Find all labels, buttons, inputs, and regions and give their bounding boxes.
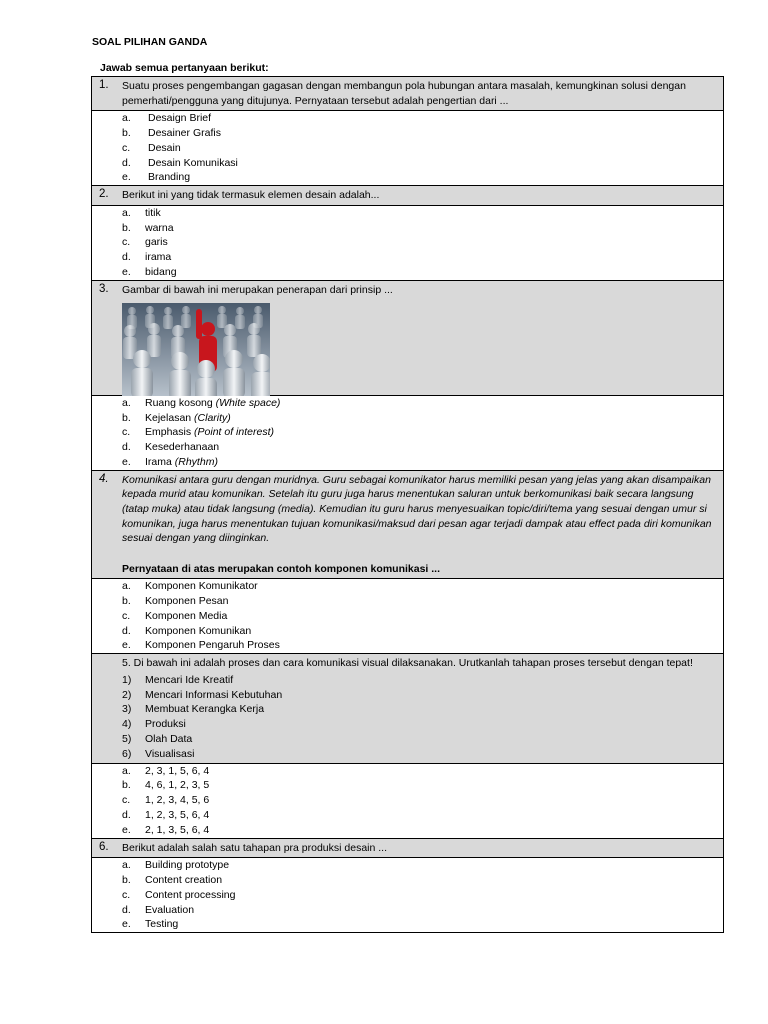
step-text: Membuat Kerangka Kerja bbox=[145, 703, 265, 716]
question-text: Berikut adalah salah satu tahapan pra produksi desain ... bbox=[122, 841, 388, 854]
option-letter: e. bbox=[122, 455, 131, 468]
option-letter: e. bbox=[122, 918, 131, 931]
question-number: 3. bbox=[99, 282, 109, 295]
crowd-figures-image bbox=[122, 303, 270, 397]
option-letter: b. bbox=[122, 779, 131, 792]
option-text: Emphasis bbox=[145, 426, 192, 439]
option-text: warna bbox=[145, 221, 174, 234]
option-c bbox=[122, 793, 723, 808]
option-text: Komponen Komunikator bbox=[145, 580, 258, 593]
question-text: Komunikasi antara guru dengan muridnya. Guru sebagai komunikator harus memiliki pesan yang jelas yang akan disampaikan kepada murid atau komunikan. Setelah itu guru juga harus menentukan saluran untuk berkomunikasi baik secara langsung (tatap muka) atau tidak langsung (media). Kemudian itu guru harus menyesuaikan topic/diri/tema yang sesuai dengan umur si komunikan, juga harus menentukan tujuan komunikasi/maksud dari pesan agar terjadi dampak atau effect pada diri komunikan sesuai dengan yang diinginkan. bbox=[122, 473, 712, 545]
option-italic: (White space) bbox=[215, 396, 281, 409]
option-letter: d. bbox=[122, 624, 131, 637]
question-6 bbox=[92, 839, 723, 859]
option-letter: d. bbox=[122, 441, 131, 454]
step-text: Visualisasi bbox=[145, 747, 195, 760]
step-item bbox=[122, 673, 723, 688]
step-text: Mencari Ide Kreatif bbox=[145, 673, 234, 686]
option-letter: d. bbox=[122, 156, 131, 169]
options-2 bbox=[92, 206, 723, 281]
option-letter: a. bbox=[122, 206, 131, 219]
option-text: 1, 2, 3, 5, 6, 4 bbox=[145, 809, 210, 822]
option-text: Building prototype bbox=[145, 859, 230, 872]
option-italic: (Point of interest) bbox=[194, 426, 274, 439]
option-text: bidang bbox=[145, 265, 177, 278]
option-letter: b. bbox=[122, 221, 131, 234]
option-text: Testing bbox=[145, 918, 179, 931]
option-text: 4, 6, 1, 2, 3, 5 bbox=[145, 779, 210, 792]
question-number: 6. bbox=[99, 840, 109, 853]
option-e bbox=[122, 265, 723, 280]
option-letter: a. bbox=[122, 112, 131, 125]
option-letter: a. bbox=[122, 396, 131, 409]
question-prompt: Pernyataan di atas merupakan contoh komponen komunikasi ... bbox=[122, 562, 440, 575]
option-letter: b. bbox=[122, 126, 131, 139]
question-text: 5. Di bawah ini adalah proses dan cara komunikasi visual dilaksanakan. Urutkanlah tahapan proses tersebut dengan tepat! bbox=[122, 657, 693, 670]
option-text: 2, 1, 3, 5, 6, 4 bbox=[145, 823, 210, 836]
option-text: Desaign Brief bbox=[148, 112, 212, 125]
step-text: Olah Data bbox=[145, 733, 193, 746]
option-text: Komponen Media bbox=[145, 609, 228, 622]
option-c bbox=[122, 141, 723, 156]
option-text: Irama bbox=[145, 455, 172, 468]
question-5 bbox=[92, 654, 723, 763]
option-text: Komponen Pesan bbox=[145, 595, 229, 608]
option-d bbox=[122, 250, 723, 265]
option-text: Evaluation bbox=[145, 903, 195, 916]
option-e bbox=[122, 823, 723, 838]
option-letter: c. bbox=[122, 609, 131, 622]
options-5 bbox=[92, 764, 723, 839]
option-italic: (Clarity) bbox=[194, 411, 231, 424]
option-text: garis bbox=[145, 236, 168, 249]
options-3 bbox=[92, 396, 723, 471]
step-text: Produksi bbox=[145, 718, 186, 731]
option-letter: b. bbox=[122, 595, 131, 608]
question-number: 1. bbox=[99, 79, 109, 91]
step-number: 6) bbox=[122, 747, 132, 760]
step-list bbox=[92, 673, 723, 763]
option-a bbox=[122, 206, 723, 221]
document-title: SOAL PILIHAN GANDA bbox=[92, 36, 208, 48]
option-a bbox=[122, 396, 723, 411]
option-letter: c. bbox=[122, 141, 131, 154]
option-letter: b. bbox=[122, 874, 131, 887]
option-e bbox=[122, 170, 723, 185]
options-6 bbox=[92, 858, 723, 932]
option-text: Komponen Pengaruh Proses bbox=[145, 639, 280, 652]
question-2 bbox=[92, 186, 723, 206]
step-item bbox=[122, 747, 723, 762]
step-number: 1) bbox=[122, 673, 132, 686]
instruction: Jawab semua pertanyaan berikut: bbox=[100, 62, 269, 74]
option-letter: c. bbox=[122, 888, 131, 901]
question-table bbox=[91, 76, 724, 933]
option-text: Desainer Grafis bbox=[148, 126, 221, 139]
question-number: 4. bbox=[99, 472, 109, 485]
option-d bbox=[122, 624, 723, 639]
option-letter: a. bbox=[122, 580, 131, 593]
step-item bbox=[122, 732, 723, 747]
option-d bbox=[122, 808, 723, 823]
option-a bbox=[122, 764, 723, 779]
option-letter: b. bbox=[122, 411, 131, 424]
option-text: titik bbox=[145, 206, 161, 219]
option-e bbox=[122, 917, 723, 932]
question-4 bbox=[92, 471, 723, 580]
option-text: irama bbox=[145, 251, 172, 264]
option-d bbox=[122, 440, 723, 455]
option-text: Komponen Komunikan bbox=[145, 624, 252, 637]
option-letter: d. bbox=[122, 809, 131, 822]
options-4 bbox=[92, 579, 723, 654]
option-c bbox=[122, 609, 723, 624]
option-b bbox=[122, 221, 723, 236]
option-text: Content processing bbox=[145, 888, 236, 901]
option-letter: d. bbox=[122, 903, 131, 916]
option-c bbox=[122, 888, 723, 903]
option-b bbox=[122, 411, 723, 426]
step-item bbox=[122, 702, 723, 717]
option-letter: e. bbox=[122, 171, 131, 184]
question-text: Suatu proses pengembangan gagasan dengan membangun pola hubungan antara masalah, kemungkinan solusi dengan pemerhati/pengguna yang ditujunya. Pernyataan tersebut adalah pengertian dari ... bbox=[122, 80, 686, 107]
option-letter: e. bbox=[122, 265, 131, 278]
step-text: Mencari Informasi Kebutuhan bbox=[145, 688, 283, 701]
question-3 bbox=[92, 281, 723, 396]
step-number: 2) bbox=[122, 688, 132, 701]
step-item bbox=[122, 717, 723, 732]
option-text: Ruang kosong bbox=[145, 396, 213, 409]
option-c bbox=[122, 425, 723, 440]
option-text: Desain Komunikasi bbox=[148, 156, 238, 169]
option-b bbox=[122, 778, 723, 793]
option-a bbox=[122, 858, 723, 873]
option-letter: e. bbox=[122, 823, 131, 836]
option-letter: c. bbox=[122, 426, 131, 439]
options-1 bbox=[92, 111, 723, 186]
option-text: Desain bbox=[148, 141, 181, 154]
question-number: 2. bbox=[99, 188, 109, 201]
option-text: Kesederhanaan bbox=[145, 441, 220, 454]
option-d bbox=[122, 903, 723, 918]
option-text: Content creation bbox=[145, 874, 223, 887]
option-text: Kejelasan bbox=[145, 411, 192, 424]
question-text: Gambar di bawah ini merupakan penerapan dari prinsip ... bbox=[122, 283, 393, 296]
option-b bbox=[122, 594, 723, 609]
step-number: 4) bbox=[122, 718, 132, 731]
option-letter: c. bbox=[122, 236, 131, 249]
option-text: Branding bbox=[148, 171, 191, 184]
step-item bbox=[122, 688, 723, 703]
option-text: 1, 2, 3, 4, 5, 6 bbox=[145, 794, 210, 807]
option-b bbox=[122, 873, 723, 888]
step-number: 5) bbox=[122, 733, 132, 746]
option-letter: a. bbox=[122, 764, 131, 777]
option-a bbox=[122, 111, 723, 126]
option-letter: e. bbox=[122, 639, 131, 652]
option-letter: c. bbox=[122, 794, 131, 807]
option-b bbox=[122, 126, 723, 141]
option-d bbox=[122, 156, 723, 171]
option-letter: a. bbox=[122, 859, 131, 872]
step-number: 3) bbox=[122, 703, 132, 716]
question-text: Berikut ini yang tidak termasuk elemen desain adalah... bbox=[122, 189, 380, 202]
option-text: 2, 3, 1, 5, 6, 4 bbox=[145, 764, 210, 777]
question-1 bbox=[92, 77, 723, 111]
option-c bbox=[122, 235, 723, 250]
option-letter: d. bbox=[122, 251, 131, 264]
option-e bbox=[122, 638, 723, 653]
option-e bbox=[122, 455, 723, 470]
option-a bbox=[122, 579, 723, 594]
option-italic: (Rhythm) bbox=[174, 455, 218, 468]
